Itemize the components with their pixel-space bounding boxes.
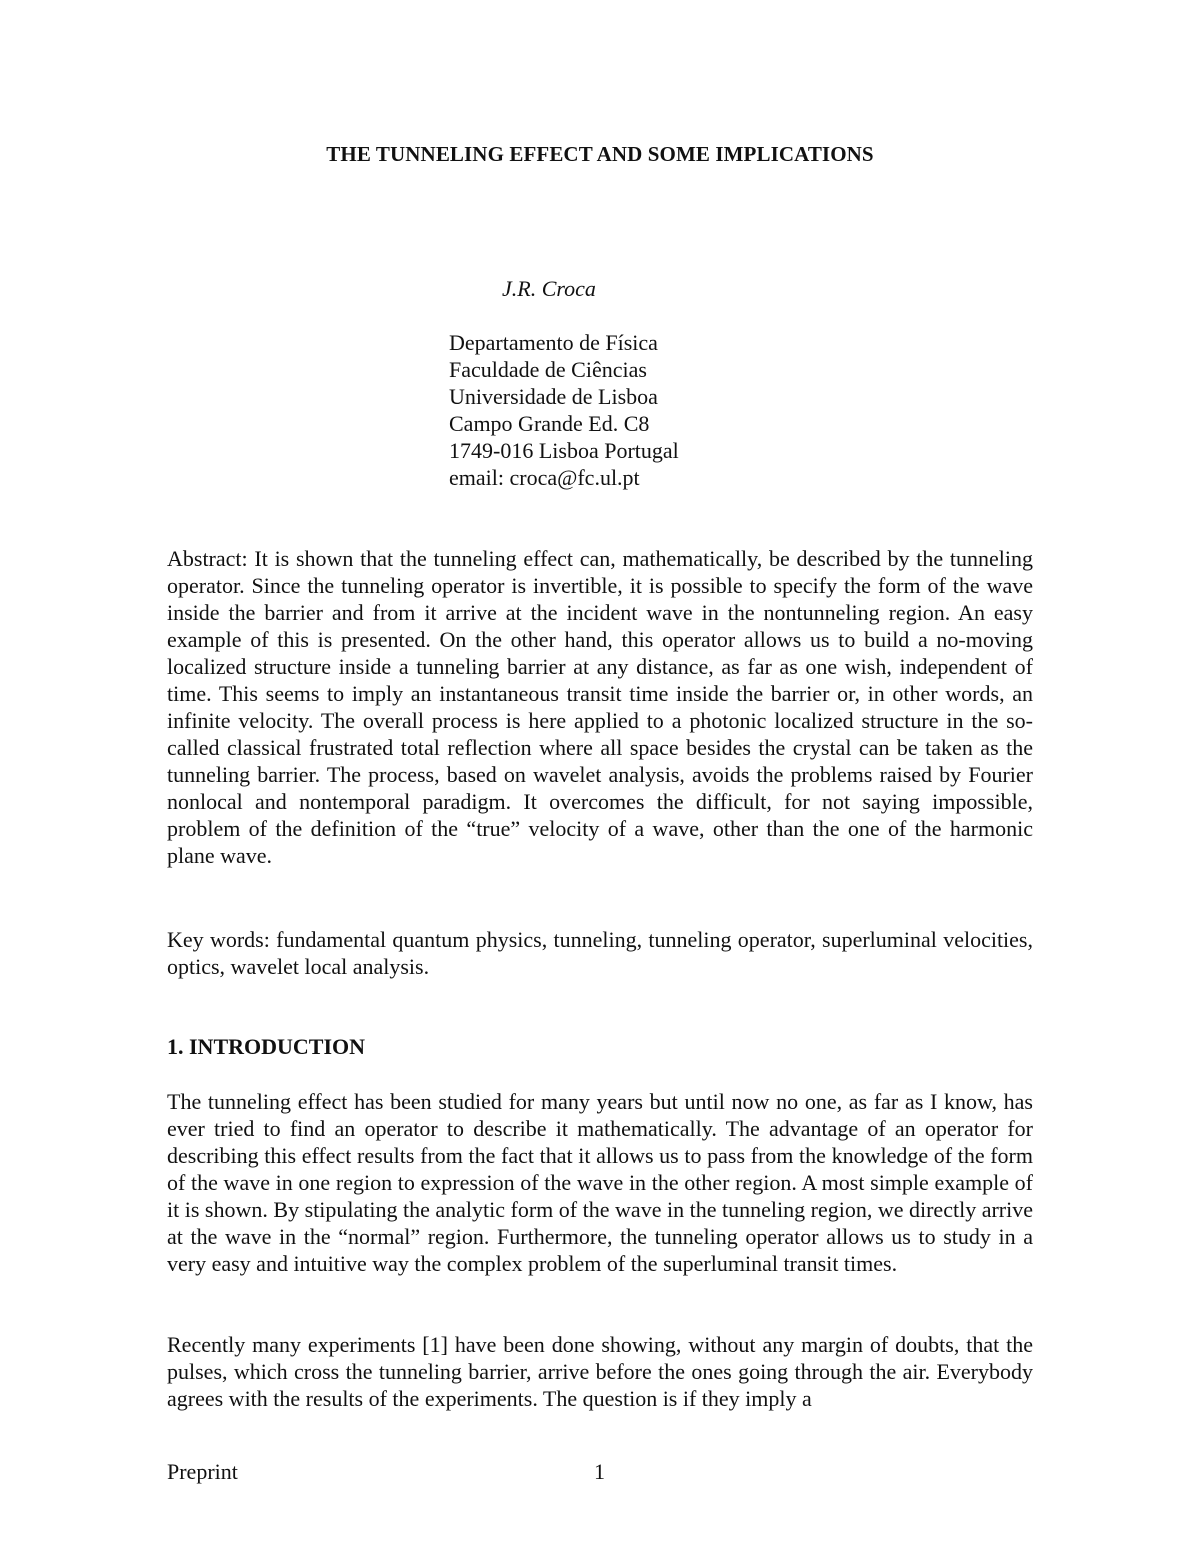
footer-preprint-label: Preprint xyxy=(167,1459,238,1484)
paper-title: THE TUNNELING EFFECT AND SOME IMPLICATIONS xyxy=(326,142,874,166)
affiliation-university: Universidade de Lisboa xyxy=(449,384,658,409)
introduction-paragraph-2: Recently many experiments [1] have been done showing, without any margin of doubts, that the pulses, which cross the tunneling barrier, arrive before the ones going through the air. Everybody agrees with the results of the experiments. The question is if they imply a xyxy=(167,1332,1033,1411)
abstract-paragraph: Abstract: It is shown that the tunneling effect can, mathematically, be described by the tunneling operator. Since the tunneling operator is invertible, it is possible to specify the form of the wave inside the barrier and from it arrive at the incident wave in the nontunneling region. An easy example of this is presented. On the other hand, this operator allows us to build a no-moving localized structure inside a tunneling barrier at any distance, as far as one wish, independent of time. This seems to imply an instantaneous transit time inside the barrier or, in other words, an infinite velocity. The overall process is here applied to a photonic localized structure in the so-called classical frustrated total reflection where all space besides the crystal can be taken as the tunneling barrier. The process, based on wavelet analysis, avoids the problems raised by Fourier nonlocal and nontemporal paradigm. It overcomes the difficult, for not saying impossible, problem of the definition of the “true” velocity of a wave, other than the one of the harmonic plane wave. xyxy=(167,546,1033,868)
author-name: J.R. Croca xyxy=(502,276,596,301)
footer-page-number: 1 xyxy=(594,1459,605,1484)
affiliation-city: 1749-016 Lisboa Portugal xyxy=(449,438,679,463)
keywords-paragraph: Key words: fundamental quantum physics, tunneling, tunneling operator, superluminal velocities, optics, wavelet local analysis. xyxy=(167,927,1033,979)
introduction-paragraph-1: The tunneling effect has been studied for many years but until now no one, as far as I know, has ever tried to find an operator to describe it mathematically. The advantage of an operator for describing this effect results from the fact that it allows us to pass from the knowledge of the form of the wave in one region to expression of the wave in the other region. A most simple example of it is shown. By stipulating the analytic form of the wave in the tunneling region, we directly arrive at the wave in the “normal” region. Furthermore, the tunneling operator allows us to study in a very easy and intuitive way the complex problem of the superluminal transit times. xyxy=(167,1089,1033,1276)
section-heading-introduction: 1. INTRODUCTION xyxy=(167,1034,366,1059)
affiliation-campus: Campo Grande Ed. C8 xyxy=(449,411,650,436)
affiliation-department: Departamento de Física xyxy=(449,330,658,355)
affiliation-email: email: croca@fc.ul.pt xyxy=(449,465,640,490)
author-affiliation xyxy=(449,329,679,491)
affiliation-faculty: Faculdade de Ciências xyxy=(449,357,647,382)
